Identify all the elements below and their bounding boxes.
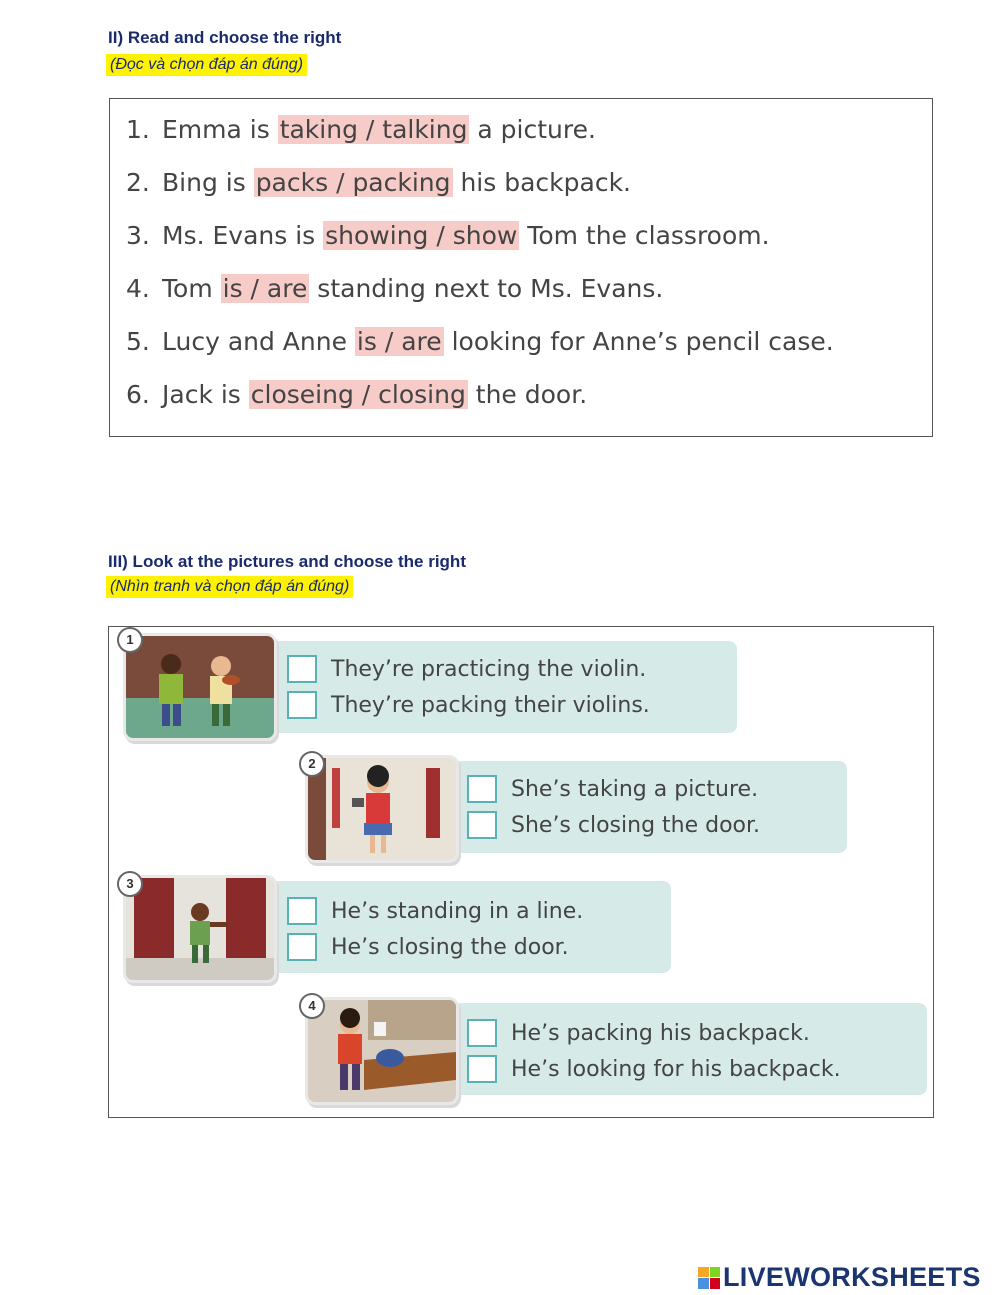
item-number: 1. xyxy=(126,115,150,144)
item-text-before: Tom xyxy=(162,274,221,303)
exercise-3-box xyxy=(108,626,934,1118)
item-text-after: standing next to Ms. Evans. xyxy=(309,274,664,303)
item-text-after: a picture. xyxy=(469,115,596,144)
exercise-2-item-4 xyxy=(126,274,663,303)
item-number: 3. xyxy=(126,221,150,250)
item-number: 2. xyxy=(126,168,150,197)
option-row xyxy=(467,1019,810,1047)
checkbox[interactable] xyxy=(467,775,497,803)
item-number-badge: 2 xyxy=(299,751,325,777)
item-text-after: Tom the classroom. xyxy=(519,221,770,250)
checkbox[interactable] xyxy=(467,1019,497,1047)
option-text: They’re packing their violins. xyxy=(331,692,650,718)
section-2-subtitle: (Đọc và chọn đáp án đúng) xyxy=(106,54,307,76)
picture-boy-backpack xyxy=(305,997,459,1105)
choice-options[interactable]: showing / show xyxy=(325,221,518,250)
option-text: She’s taking a picture. xyxy=(511,776,759,802)
item-text-before: Lucy and Anne xyxy=(162,327,355,356)
option-text: They’re practicing the violin. xyxy=(331,656,647,682)
option-row xyxy=(287,933,569,961)
logo-grid-icon xyxy=(698,1267,720,1289)
section-3-title: III) Look at the pictures and choose the right xyxy=(108,552,466,571)
choice-options[interactable]: is / are xyxy=(222,274,308,303)
option-row xyxy=(287,691,650,719)
exercise-2-box xyxy=(109,98,933,437)
options-panel xyxy=(439,1003,927,1095)
exercise-2-item-3 xyxy=(126,221,770,250)
option-row xyxy=(467,811,760,839)
item-text-before: Jack is xyxy=(162,380,249,409)
choice-options[interactable]: packs / packing xyxy=(255,168,451,197)
item-number-badge: 4 xyxy=(299,993,325,1019)
section-2-title: II) Read and choose the right xyxy=(108,28,342,47)
option-row xyxy=(287,897,583,925)
option-row xyxy=(287,655,646,683)
checkbox[interactable] xyxy=(287,897,317,925)
item-text-after: his backpack. xyxy=(452,168,631,197)
item-number: 4. xyxy=(126,274,150,303)
option-row xyxy=(467,1055,841,1083)
option-text: He’s closing the door. xyxy=(331,934,569,960)
options-panel xyxy=(439,761,847,853)
exercise-2-item-2 xyxy=(126,168,631,197)
option-text: He’s standing in a line. xyxy=(331,898,584,924)
item-text-after: looking for Anne’s pencil case. xyxy=(443,327,834,356)
checkbox[interactable] xyxy=(467,1055,497,1083)
item-text-before: Ms. Evans is xyxy=(162,221,324,250)
girl-camera-illustration xyxy=(308,758,456,860)
choice-options[interactable]: is / are xyxy=(356,327,442,356)
checkbox[interactable] xyxy=(287,655,317,683)
exercise-2-item-5 xyxy=(126,327,834,356)
option-text: He’s looking for his backpack. xyxy=(511,1056,841,1082)
item-number: 6. xyxy=(126,380,150,409)
item-text-before: Emma is xyxy=(162,115,278,144)
violin-players-illustration xyxy=(126,636,274,738)
checkbox[interactable] xyxy=(287,933,317,961)
item-text-before: Bing is xyxy=(162,168,254,197)
choice-options[interactable]: taking / talking xyxy=(279,115,468,144)
option-text: He’s packing his backpack. xyxy=(511,1020,810,1046)
boy-door-illustration xyxy=(126,878,274,980)
item-number-badge: 1 xyxy=(117,627,143,653)
logo-text: LIVEWORKSHEETS xyxy=(723,1262,981,1292)
liveworksheets-logo xyxy=(698,1262,981,1293)
section-3-subtitle: (Nhìn tranh và chọn đáp án đúng) xyxy=(106,576,353,598)
item-number: 5. xyxy=(126,327,150,356)
options-panel xyxy=(259,881,671,973)
options-panel xyxy=(259,641,737,733)
checkbox[interactable] xyxy=(287,691,317,719)
picture-girl-camera xyxy=(305,755,459,863)
item-number-badge: 3 xyxy=(117,871,143,897)
exercise-2-item-1 xyxy=(126,115,596,144)
picture-violin-players xyxy=(123,633,277,741)
option-row xyxy=(467,775,758,803)
boy-backpack-illustration xyxy=(308,1000,456,1102)
item-text-after: the door. xyxy=(467,380,588,409)
option-text: She’s closing the door. xyxy=(511,812,761,838)
exercise-2-item-6 xyxy=(126,380,587,409)
picture-boy-door xyxy=(123,875,277,983)
choice-options[interactable]: closeing / closing xyxy=(250,380,466,409)
checkbox[interactable] xyxy=(467,811,497,839)
